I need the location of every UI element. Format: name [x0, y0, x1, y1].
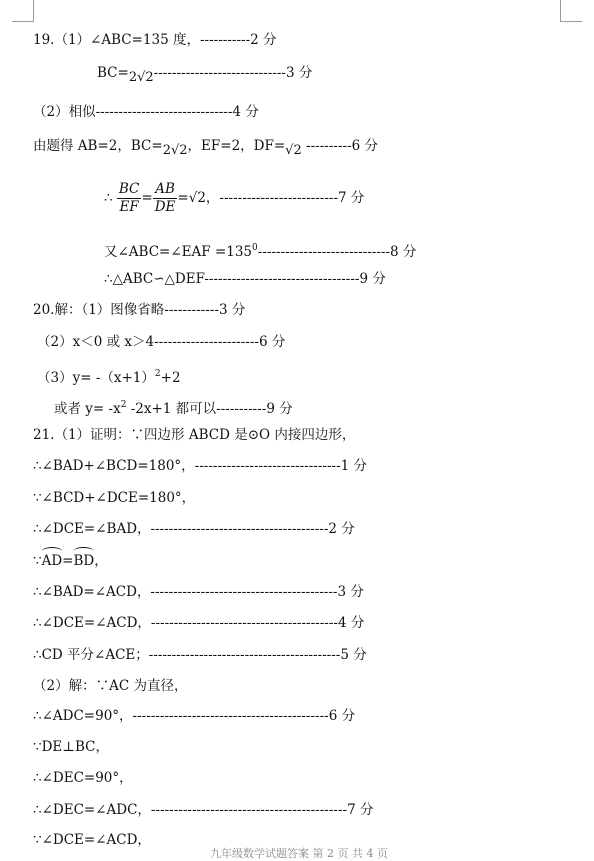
q21-step-1: ∴∠BAD+∠BCD=180°，--------------------------------1 分 — [33, 458, 368, 474]
q21-step-bcd-dce: ∵∠BCD+∠DCE=180°， — [33, 490, 196, 506]
given-middle: ，EF=2，DF= — [187, 138, 286, 154]
q21-angle-dec: ∴∠DEC=90°， — [33, 770, 133, 786]
equals-sign-2: = — [177, 190, 189, 206]
q21-step-6: ∴∠ADC=90°，-------------------------------------------6 分 — [33, 708, 356, 724]
q21-step-3: ∴∠BAD=∠ACD，-----------------------------------------3 分 — [33, 584, 364, 600]
fraction-ab-de: $\frac{AB}{DE}$ — [154, 181, 176, 215]
arc-bd: BD — [73, 553, 95, 569]
given-radical: √2 — [170, 143, 188, 158]
q20-alternative: 或者 $y= -x^2$ -2x+1 都可以-----------9 分 — [54, 400, 293, 417]
q21-step-4: ∴∠DCE=∠ACD，-----------------------------------------4 分 — [33, 615, 365, 631]
page-footer: 九年级数学试题答案 第 2 页 共 4 页 — [210, 847, 388, 860]
arc-ad: AD — [41, 553, 63, 569]
q19-given — [33, 137, 378, 160]
given-score: ----------6 分 — [301, 138, 379, 154]
given-radical-df: √2 — [285, 143, 302, 158]
bc-label: BC= — [97, 65, 129, 81]
q19-conclusion: ∴△ABC∽△DEF----------------------------------9 分 — [104, 271, 386, 287]
ratio-score: ，--------------------------7 分 — [205, 190, 365, 206]
q20-part3: $(3)y= -(x+1)^2+2$ — [37, 369, 181, 386]
given-coefficient: 2 — [162, 143, 171, 158]
q20-part1: 20.解：（1）图像省略------------3 分 — [33, 302, 246, 318]
ratio-radical: √2 — [188, 190, 206, 206]
bc-radical: √2 — [137, 70, 154, 85]
q21-part2-start: （2）解：∵AC 为直径， — [33, 678, 188, 694]
q19-part1-bc — [97, 64, 312, 87]
q19-part2-similar: （2）相似------------------------------4 分 — [33, 104, 259, 120]
crop-mark-right-v — [560, 0, 561, 22]
q21-step-2: ∴∠DCE=∠BAD，---------------------------------------2 分 — [33, 521, 355, 537]
q21-proof-start: 21.（1）证明：∵四边形 ABCD 是⊙O 内接四边形， — [33, 427, 356, 443]
q21-step-5: ∴CD 平分∠ACE；------------------------------------------5 分 — [33, 647, 367, 663]
q21-arcs-equal: ∵AD=BD， — [33, 553, 108, 569]
crop-mark-left-v — [33, 0, 34, 22]
q21-dce-acd: ∵∠DCE=∠ACD， — [33, 832, 151, 848]
q19-part1-angle: 19.（1）∠ABC=135 度，-----------2 分 — [33, 32, 277, 48]
q21-de-perp-bc: ∵DE⊥BC， — [33, 739, 109, 755]
equals-sign: = — [141, 190, 153, 206]
bc-score: -----------------------------3 分 — [153, 65, 313, 81]
q20-part2: （2）x＜0 或 x＞4-----------------------6 分 — [37, 334, 286, 350]
bc-coefficient: 2√2 — [128, 70, 154, 85]
q21-step-7: ∴∠DEC=∠ADC，-------------------------------------------7 分 — [33, 802, 374, 818]
fraction-bc-ef: $\frac{BC}{EF}$ — [118, 181, 140, 215]
q19-ratio-equation — [104, 178, 364, 218]
crop-mark-right-h — [560, 21, 582, 22]
given-prefix: 由题得 AB=2，BC= — [33, 138, 163, 154]
therefore-symbol: ∴ — [104, 190, 113, 206]
crop-mark-left-h — [12, 21, 34, 22]
q19-angle-eaf: 又∠ABC=∠EAF $=135^0-----------------------------8$ 分 — [104, 243, 417, 260]
